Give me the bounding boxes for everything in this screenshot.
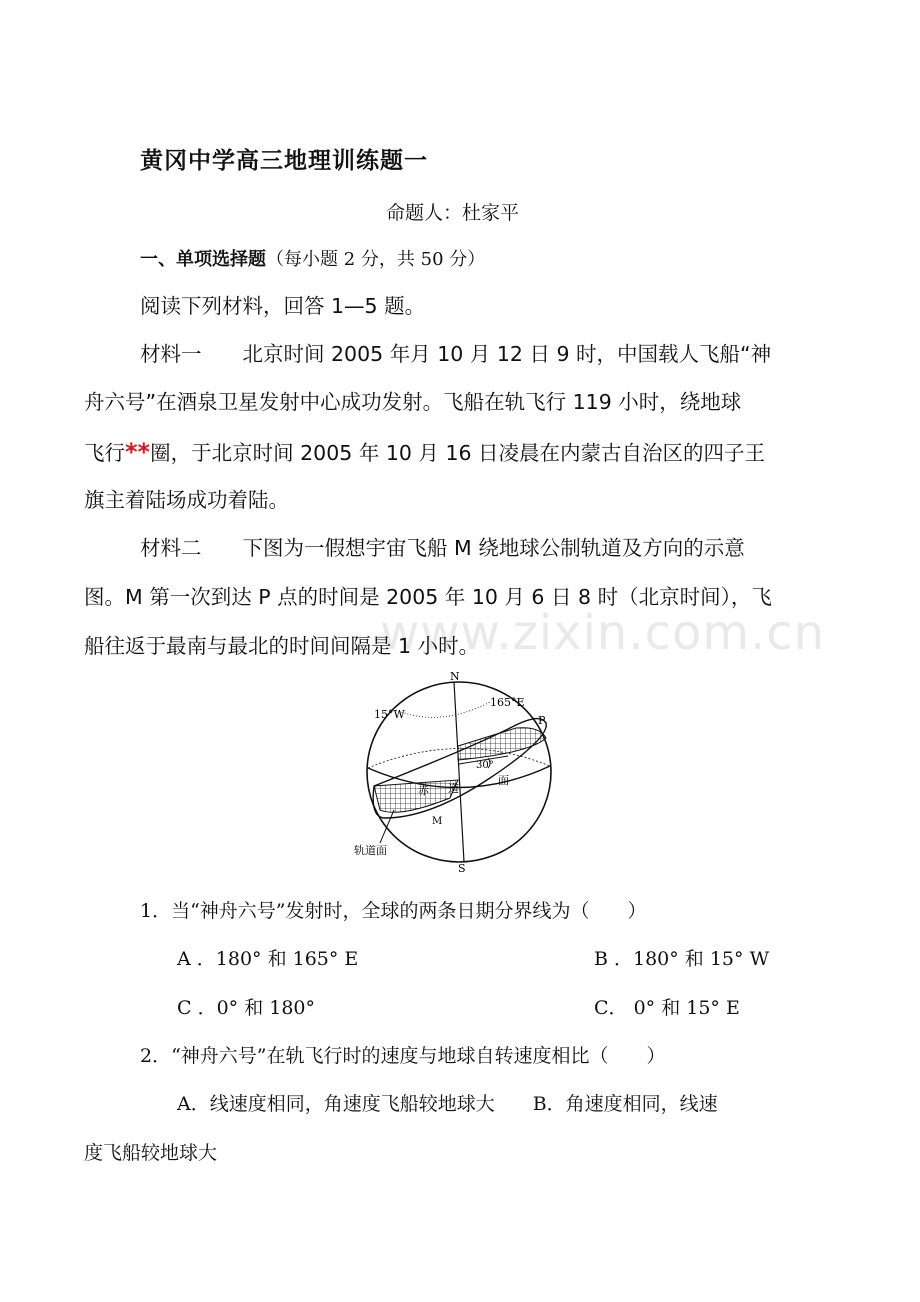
author-line: 命题人：杜家平 [386,202,520,224]
document-title: 黄冈中学高三地理训练题一 [140,148,428,174]
label-p: P [538,714,546,727]
earth-axis [454,682,464,862]
material1-line2: 舟六号”在酒泉卫星发射中心成功发射。飞船在轨飞行 119 小时，绕地球 [84,390,742,414]
material2-line2: 图。M 第一次到达 P 点的时间是 2005 年 10 月 6 日 8 时（北京时间），飞 [84,585,772,609]
orbit-label-pointer [380,810,394,843]
section-heading [140,245,485,271]
label-s: S [458,862,466,874]
q1-stem: 1．当“神舟六号”发射时，全球的两条日期分界线为（ ） [140,900,647,922]
section-heading-label: 一、单项选择题 [140,249,266,270]
label-orbit: 轨道面 [354,844,387,857]
label-165e: 165°E [490,696,525,709]
watermark: www.zixin.com.cn [380,605,826,661]
q2-options-ab: A．线速度相同，角速度飞船较地球大 B．角速度相同，线速 [177,1093,718,1115]
q1-option-c: C ．0° 和 180° [177,997,316,1019]
material1-line3-post: 圈，于北京时间 2005 年 10 月 16 日凌晨在内蒙古自治区的四子王 [150,441,766,465]
meridian-line [396,702,490,717]
orbit-count-placeholder: ** [125,438,151,466]
material2-line1: 材料二 下图为一假想宇宙飞船 M 绕地球公制轨道及方向的示意 [140,536,745,560]
material1-line1: 材料一 北京时间 2005 年月 10 月 12 日 9 时，中国载人飞船“神 [140,342,772,366]
material1-line4: 旗主着陆场成功着陆。 [84,488,289,512]
orbit-plane-south-shade [374,780,458,812]
label-m: M [432,816,443,827]
material1-line3 [84,428,765,477]
q1-option-b: B ．180° 和 15° W [594,948,770,970]
q1-option-d: C． 0° 和 15° E [594,997,740,1019]
label-30: 30° [476,760,494,771]
q1-option-a: A ．180° 和 165° E [177,948,359,970]
q2-option-b-cont: 度飞船较地球大 [84,1142,218,1164]
label-15w: 15°W [374,708,405,721]
label-n: N [450,670,460,683]
label-equator-3: 面 [498,774,509,787]
label-equator-1: 赤 [418,784,429,797]
material2-line3: 船往返于最南与最北的时间间隔是 1 小时。 [84,634,480,658]
label-equator-2: 道 [448,782,459,795]
material1-line3-pre: 飞行 [84,441,125,465]
orbit-diagram [340,668,580,874]
q2-stem: 2．“神舟六号”在轨飞行时的速度与地球自转速度相比（ ） [140,1045,666,1067]
section-heading-note: （每小题 2 分，共 50 分） [266,249,486,270]
intro-text: 阅读下列材料，回答 1—5 题。 [140,294,426,318]
